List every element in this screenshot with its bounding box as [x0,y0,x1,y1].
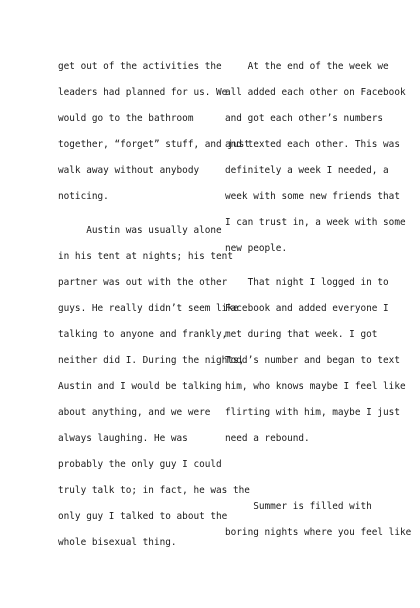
text-line: probably the only guy I could [58,459,222,470]
text-line: together, “forget” stuff, and just [58,139,250,150]
text-line: about anything, and we were [58,407,211,418]
text-line: in his tent at nights; his tent [58,251,233,262]
text-line: always laughing. He was [58,433,188,444]
text-line: truly talk to; in fact, he was the [58,485,250,496]
text-line: only guy I talked to about the [58,511,228,522]
text-line: partner was out with the other [58,277,228,288]
text-line: talking to anyone and frankly, [58,329,228,340]
text-line: neither did I. During the nights, [58,355,245,366]
text-line: would go to the bathroom [58,113,194,124]
text-line: whole bisexual thing. [58,537,177,548]
text-line: walk away without anybody [58,165,200,176]
text-line: guys. He really didn’t seem like [58,303,239,314]
text-line: Austin was usually alone [58,225,222,236]
text-line: definitely a week I needed, a [225,165,389,176]
text-line: new people. [225,243,288,254]
text-line: get out of the activities the [58,61,222,72]
text-line: week with some new friends that [225,191,400,202]
text-line: all added each other on Facebook [225,87,406,98]
text-line: Todd’s number and began to text [225,355,400,366]
text-line: I can trust in, a week with some [225,217,406,228]
text-line: Austin and I would be talking [58,381,222,392]
text-line: At the end of the week we [225,61,389,72]
text-line: need a rebound. [225,433,310,444]
text-line: leaders had planned for us. We [58,87,228,98]
text-line: and got each other’s numbers [225,113,384,124]
text-line: That night I logged in to [225,277,389,288]
text-line: flirting with him, maybe I just [225,407,400,418]
text-line: him, who knows maybe I feel like [225,381,406,392]
text-line: boring nights where you feel like [225,527,412,538]
text-line: met during that week. I got [225,329,378,340]
text-line: Summer is filled with [225,501,372,512]
text-line: Facebook and added everyone I [225,303,389,314]
text-line: and texted each other. This was [225,139,400,150]
text-line: noticing. [58,191,109,202]
